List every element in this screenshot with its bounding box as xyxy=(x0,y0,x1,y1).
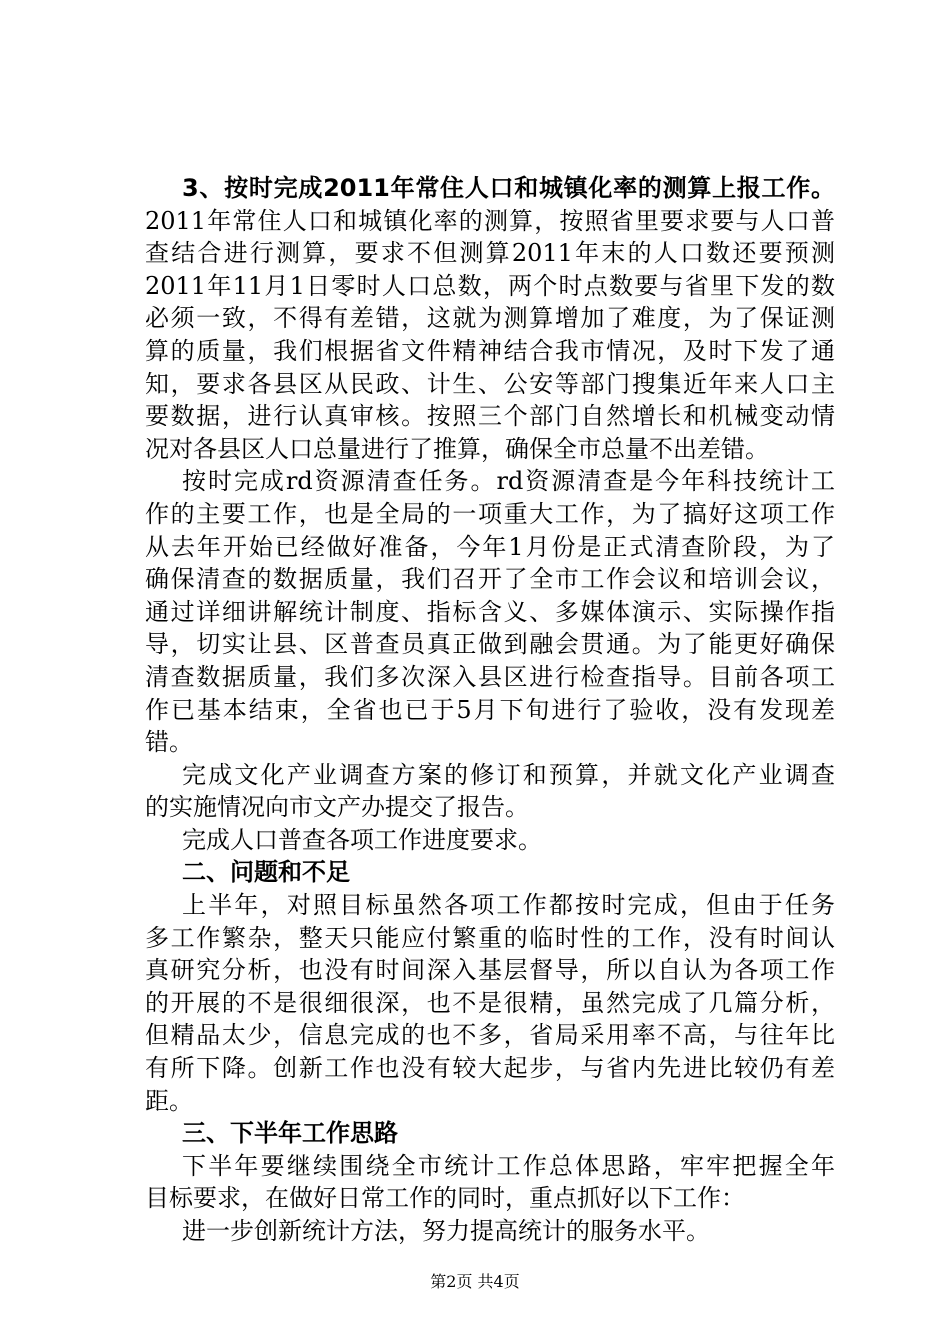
paragraph-line: 确保清查的数据质量，我们召开了全市工作会议和培训会议， xyxy=(145,565,835,594)
paragraph-line: 真研究分析，也没有时间深入基层督导，所以自认为各项工作 xyxy=(145,956,835,985)
document-body xyxy=(145,172,835,1248)
section-heading-line: 二、问题和不足 xyxy=(182,858,350,887)
paragraph-line: 作的主要工作，也是全局的一项重大工作，为了搞好这项工作 xyxy=(145,499,835,528)
paragraph-line: 进一步创新统计方法，努力提高统计的服务水平。 xyxy=(182,1217,710,1245)
paragraph-line: 通过详细讲解统计制度、指标含义、多媒体演示、实际操作指 xyxy=(145,597,835,626)
paragraph-line: 必须一致，不得有差错，这就为测算增加了难度，为了保证测 xyxy=(145,304,835,333)
paragraph-line: 上半年，对照目标虽然各项工作都按时完成，但由于任务 xyxy=(182,891,835,920)
paragraph-line: 查结合进行测算，要求不但测算2011年末的人口数还要预测 xyxy=(145,239,835,268)
paragraph-line: 目标要求，在做好日常工作的同时，重点抓好以下工作： xyxy=(145,1184,745,1213)
paragraph-line: 的实施情况向市文产办提交了报告。 xyxy=(145,793,529,822)
paragraph-line: 算的质量，我们根据省文件精神结合我市情况，及时下发了通 xyxy=(145,336,835,365)
paragraph-line: 的开展的不是很细很深，也不是很精，虽然完成了几篇分析， xyxy=(145,988,835,1017)
paragraph-line: 从去年开始已经做好准备，今年1月份是正式清查阶段，为了 xyxy=(145,532,835,561)
paragraph-line: 下半年要继续围绕全市统计工作总体思路，牢牢把握全年 xyxy=(182,1151,835,1180)
section-heading-line: 3、按时完成2011年常住人口和城镇化率的测算上报工作。 xyxy=(182,174,835,202)
paragraph-line: 作已基本结束，全省也已于5月下旬进行了验收，没有发现差 xyxy=(145,695,835,724)
page-footer: 第2页 共4页 xyxy=(430,1272,520,1291)
paragraph-line: 多工作繁杂，整天只能应付繁重的临时性的工作，没有时间认 xyxy=(145,923,835,952)
paragraph-line: 导，切实让县、区普查员真正做到融会贯通。为了能更好确保 xyxy=(145,630,835,659)
paragraph-line: 2011年常住人口和城镇化率的测算，按照省里要求要与人口普 xyxy=(145,206,835,235)
paragraph-line: 知，要求各县区从民政、计生、公安等部门搜集近年来人口主 xyxy=(145,369,835,398)
section-heading-line: 三、下半年工作思路 xyxy=(182,1119,398,1148)
paragraph-line: 完成人口普查各项工作进度要求。 xyxy=(182,825,542,854)
paragraph-line: 要数据，进行认真审核。按照三个部门自然增长和机械变动情 xyxy=(145,402,835,431)
paragraph-line: 按时完成rd资源清查任务。rd资源清查是今年科技统计工 xyxy=(182,467,835,496)
paragraph-line: 2011年11月1日零时人口总数，两个时点数要与省里下发的数 xyxy=(145,271,835,300)
paragraph-line: 距。 xyxy=(145,1086,193,1115)
paragraph-line: 错。 xyxy=(145,728,193,757)
paragraph-line: 清查数据质量，我们多次深入县区进行检查指导。目前各项工 xyxy=(145,662,835,691)
paragraph-line: 但精品太少，信息完成的也不多，省局采用率不高，与往年比 xyxy=(145,1021,835,1050)
paragraph-line: 完成文化产业调查方案的修订和预算，并就文化产业调查 xyxy=(182,760,835,789)
paragraph-line: 有所下降。创新工作也没有较大起步，与省内先进比较仍有差 xyxy=(145,1054,835,1083)
paragraph-line: 况对各县区人口总量进行了推算，确保全市总量不出差错。 xyxy=(145,434,769,463)
